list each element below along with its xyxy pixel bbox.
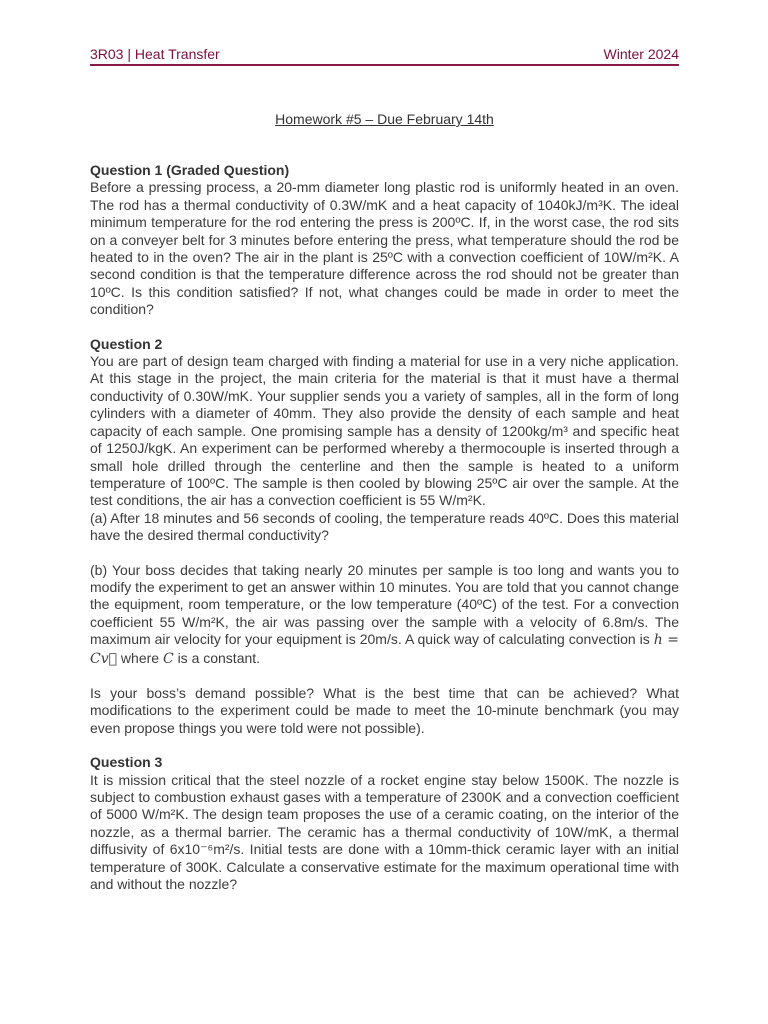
constant-symbol: C <box>162 650 174 667</box>
term-label: Winter 2024 <box>603 46 679 62</box>
page-header <box>90 46 679 62</box>
question-2-followup: Is your boss’s demand possible? What is the best time that can be achieved? What modifications to the experiment could be made to meet the 10-minute benchmark (you may even propose things you were told were not possible). <box>90 684 679 736</box>
question-2-part-a: (a) After 18 minutes and 56 seconds of cooling, the temperature reads 40ºC. Does this material have the desired thermal conductivity? <box>90 509 679 544</box>
convection-formula: h = Cv⃗ <box>90 632 679 667</box>
question-1-title: Question 1 (Graded Question) <box>90 162 290 178</box>
course-name: 3R03 | Heat Transfer <box>90 46 220 62</box>
question-2-intro: You are part of design team charged with finding a material for use in a very niche application. At this stage in the project, the main criteria for the material is that it must have a thermal conductivity of 0.30W/mK. Your supplier sends you a variety of samples, all in the form of long cylinders with a diameter of 40mm. They also provide the density of each sample and heat capacity of each sample. One promising sample has a density of 1200kg/m³ and specific heat of 1250J/kgK. An experiment can be performed whereby a thermocouple is inserted through a small hole drilled through the centerline and then the sample is heated to a uniform temperature of 100ºC. The sample is then cooled by blowing 25ºC air over the sample. At the test conditions, the air has a convection coefficient is 55 W/m²K. <box>90 353 679 509</box>
part-b-text: (b) Your boss decides that taking nearly 20 minutes per sample is too long and wants you to modify the experiment to get an answer within 10 minutes. You are told that you cannot change the equipment, room temperature, or the low temperature (40ºC) of the test. For a convection coefficient 55 W/m²K, the air was passing over the sample with a velocity of 6.8m/s. The maximum air velocity for your equipment is 20m/s. A quick way of calculating convection is <box>90 561 679 648</box>
part-b-end: is a constant. <box>177 649 261 666</box>
question-2-title: Question 2 <box>90 335 163 352</box>
document-title: Homework #5 – Due February 14th <box>275 111 494 127</box>
question-3-text: It is mission critical that the steel nozzle of a rocket engine stay below 1500K. The nozzle is subject to combustion exhaust gases with a temperature of 2300K and a convection coefficient of 5000 W/m²K. The design team proposes the use of a ceramic coating, on the interior of the nozzle, as a thermal barrier. The ceramic has a thermal conductivity of 10W/mK, a thermal diffusivity of 6x10⁻⁶m²/s. Initial tests are done with a 10mm-thick ceramic layer with an initial temperature of 300K. Calculate a conservative estimate for the maximum operational time with and without the nozzle? <box>90 771 679 893</box>
question-3-title: Question 3 <box>90 754 163 771</box>
document-body <box>90 162 679 893</box>
question-2-part-b <box>90 562 679 668</box>
question-1-text: Before a pressing process, a 20-mm diameter long plastic rod is uniformly heated in an oven. The rod has a thermal conductivity of 0.3W/mK and a heat capacity of 1040kJ/m³K. The ideal minimum temperature for the rod entering the press is 200ºC. If, in the worst case, the rod sits on a conveyer belt for 3 minutes before entering the press, what temperature should the rod be heated to in the oven? The air in the plant is 25ºC with a convection coefficient of 10W/m²K. A second condition is that the temperature difference across the rod should not be greater than 10ºC. Is this condition satisfied? If not, what changes could be made in order to meet the condition? <box>90 179 679 318</box>
part-b-where: where <box>120 649 160 666</box>
header-divider <box>90 64 679 66</box>
